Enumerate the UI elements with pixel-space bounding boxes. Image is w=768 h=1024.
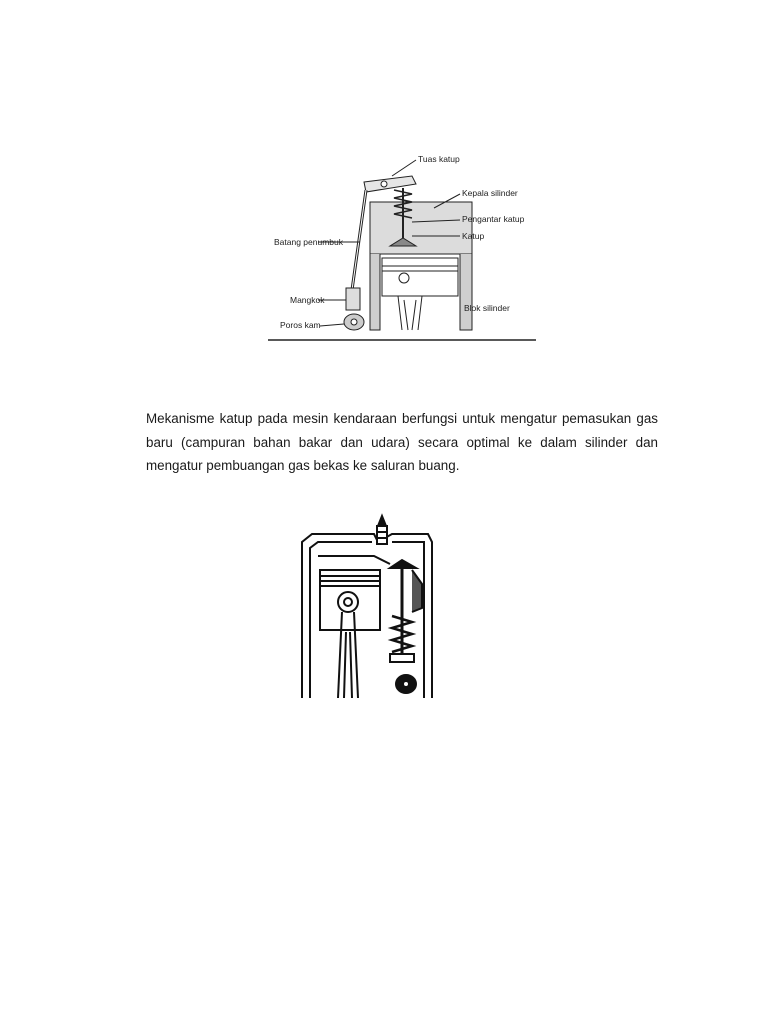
label-pengantar-katup: Pengantar katup — [462, 214, 525, 224]
label-mangkok: Mangkok — [290, 295, 325, 305]
label-blok-silinder: Blok silinder — [464, 303, 510, 313]
label-batang-penumbuk: Batang penumbuk — [274, 237, 343, 247]
engine-cross-section-illustration — [294, 512, 440, 702]
label-kepala-silinder: Kepala silinder — [462, 188, 518, 198]
valve-mechanism-diagram — [262, 150, 542, 346]
label-katup: Katup — [462, 231, 485, 241]
label-tuas-katup: Tuas katup — [418, 154, 460, 164]
label-poros-kam: Poros kam — [280, 320, 321, 330]
body-paragraph: Mekanisme katup pada mesin kendaraan berfungsi untuk mengatur pemasukan gas baru (campuran bahan bakar dan udara) secara optimal ke dalam silinder dan mengatur pembuangan gas bekas ke saluran buang. — [146, 411, 658, 474]
